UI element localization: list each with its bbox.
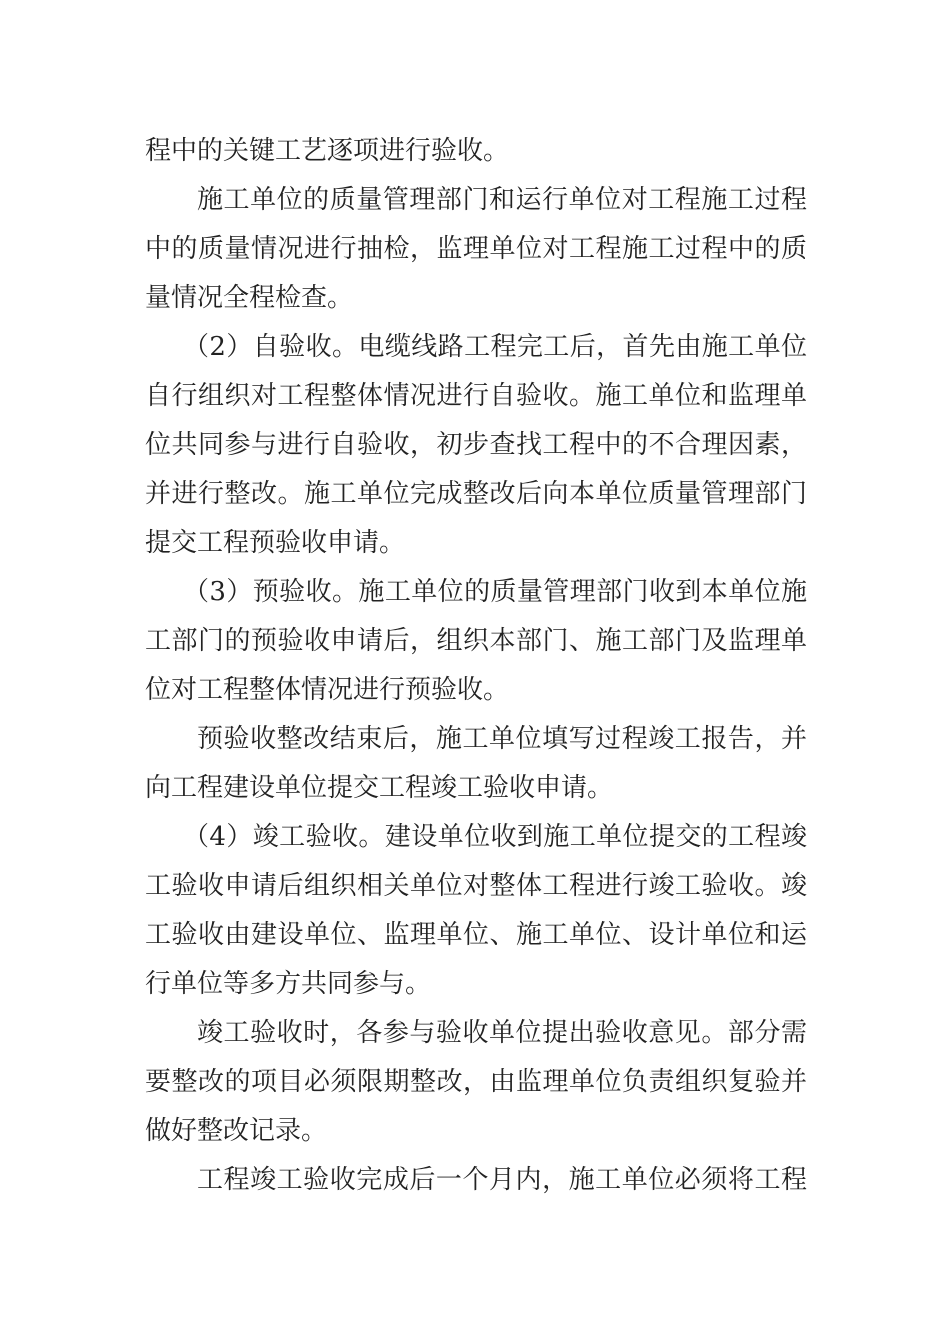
text-line: 位对工程整体情况进行预验收。 bbox=[145, 675, 510, 705]
text-line: 施工单位的质量管理部门和运行单位对工程施工过程 bbox=[197, 185, 807, 215]
text-line: （3）预验收。施工单位的质量管理部门收到本单位施 bbox=[183, 577, 807, 607]
text-line: 工验收由建设单位、监理单位、施工单位、设计单位和运 bbox=[145, 920, 807, 950]
text-line: 自行组织对工程整体情况进行自验收。施工单位和监理单 bbox=[145, 381, 807, 411]
text-line: （4）竣工验收。建设单位收到施工单位提交的工程竣 bbox=[183, 822, 807, 852]
text-line: 行单位等多方共同参与。 bbox=[145, 969, 432, 999]
text-line: 竣工验收时，各参与验收单位提出验收意见。部分需 bbox=[197, 1018, 807, 1048]
text-line: 要整改的项目必须限期整改，由监理单位负责组织复验并 bbox=[145, 1067, 807, 1097]
text-line: 工程竣工验收完成后一个月内，施工单位必须将工程 bbox=[197, 1165, 807, 1195]
text-line: 量情况全程检查。 bbox=[145, 283, 354, 313]
text-line: 位共同参与进行自验收，初步查找工程中的不合理因素， bbox=[145, 430, 807, 460]
text-line: 工部门的预验收申请后，组织本部门、施工部门及监理单 bbox=[145, 626, 807, 656]
text-line: 预验收整改结束后，施工单位填写过程竣工报告，并 bbox=[197, 724, 807, 754]
text-line: 并进行整改。施工单位完成整改后向本单位质量管理部门 bbox=[145, 479, 807, 509]
text-line: （2）自验收。电缆线路工程完工后，首先由施工单位 bbox=[183, 332, 807, 362]
text-line: 做好整改记录。 bbox=[145, 1116, 328, 1146]
text-line: 程中的关键工艺逐项进行验收。 bbox=[145, 136, 510, 166]
body-text bbox=[145, 127, 807, 1205]
text-line: 提交工程预验收申请。 bbox=[145, 528, 406, 558]
text-line: 向工程建设单位提交工程竣工验收申请。 bbox=[145, 773, 614, 803]
text-line: 中的质量情况进行抽检，监理单位对工程施工过程中的质 bbox=[145, 234, 807, 264]
text-line: 工验收申请后组织相关单位对整体工程进行竣工验收。竣 bbox=[145, 871, 807, 901]
